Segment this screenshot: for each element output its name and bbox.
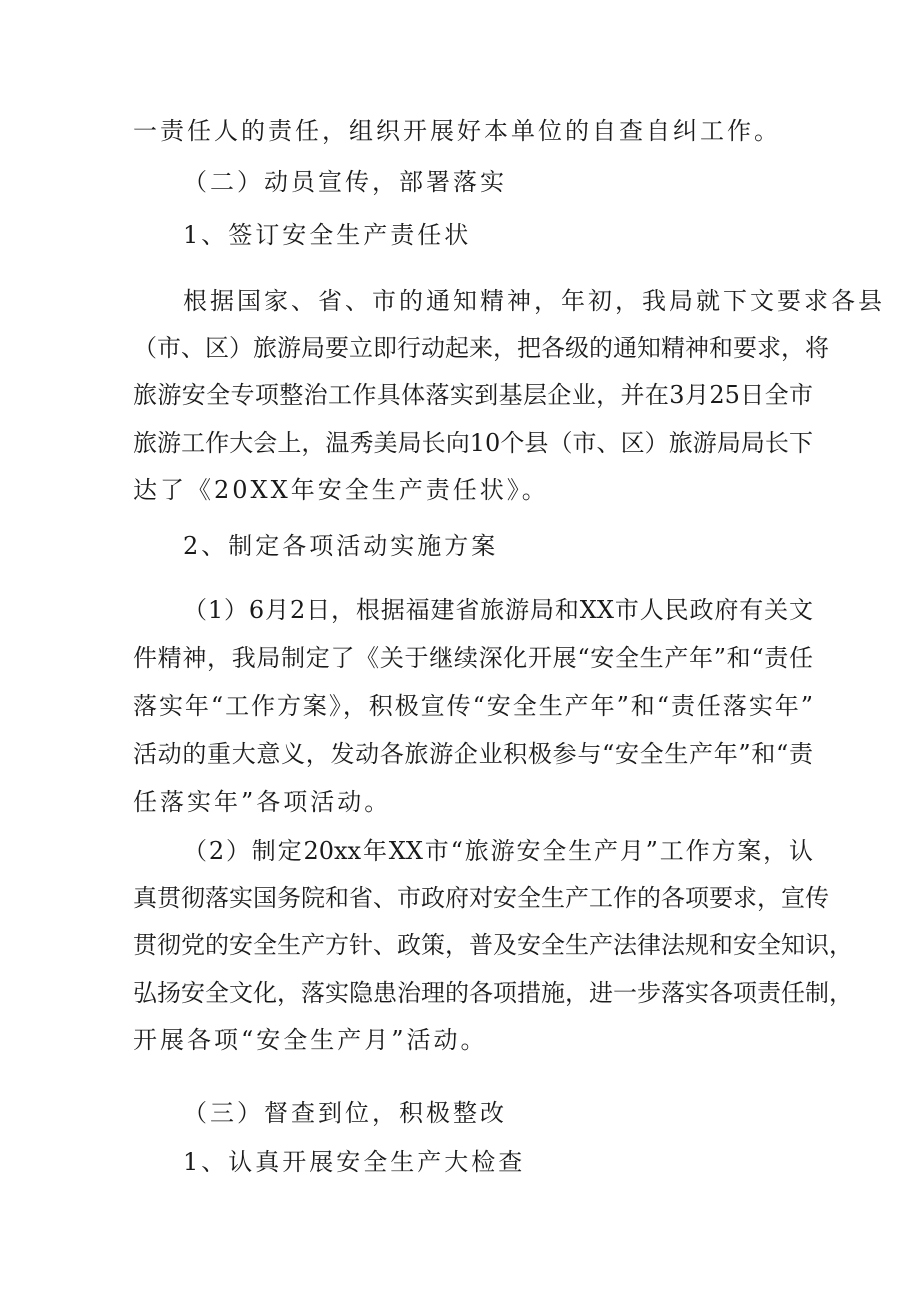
subsection-heading: 2、制定各项活动实施方案 [183,532,499,560]
text-line: （1）6月2日，根据福建省旅游局和XX市人民政府有关文 [183,596,813,624]
text-line: 根据国家、省、市的通知精神，年初，我局就下文要求各县 [183,287,885,315]
text-line: （2）制定20xx年XX市“旅游安全生产月”工作方案，认 [183,837,813,865]
text-line: 真贯彻落实国务院和省、市政府对安全生产工作的各项要求，宣传 [133,884,829,912]
text-line: 旅游安全专项整治工作具体落实到基层企业，并在3月25日全市 [133,381,813,409]
text-line: 一责任人的责任，组织开展好本单位的自查自纠工作。 [133,117,781,145]
text-line: 贯彻党的安全生产方针、政策，普及安全生产法律法规和安全知识， [133,931,853,959]
text-line: 任落实年”各项活动。 [133,788,392,816]
text-line: 件精神，我局制定了《关于继续深化开展“安全生产年”和“责任 [133,644,813,672]
text-line: 弘扬安全文化，落实隐患治理的各项措施，进一步落实各项责任制， [133,979,853,1007]
text-line: 活动的重大意义，发动各旅游企业积极参与“安全生产年”和“责 [133,740,813,768]
text-line: （市、区）旅游局要立即行动起来，把各级的通知精神和要求，将 [133,334,829,362]
section-heading: （二）动员宣传，部署落实 [183,168,507,196]
text-line: 开展各项“安全生产月”活动。 [133,1026,488,1054]
section-heading: （三）督查到位，积极整改 [183,1099,507,1127]
text-line: 落实年“工作方案》，积极宣传“安全生产年”和“责任落实年” [133,692,813,720]
subsection-heading: 1、签订安全生产责任状 [183,221,472,249]
text-line: 旅游工作大会上，温秀美局长向10个县（市、区）旅游局局长下 [133,429,813,457]
text-line: 达了《20XX年安全生产责任状》。 [133,476,549,504]
subsection-heading: 1、认真开展安全生产大检查 [183,1148,526,1176]
